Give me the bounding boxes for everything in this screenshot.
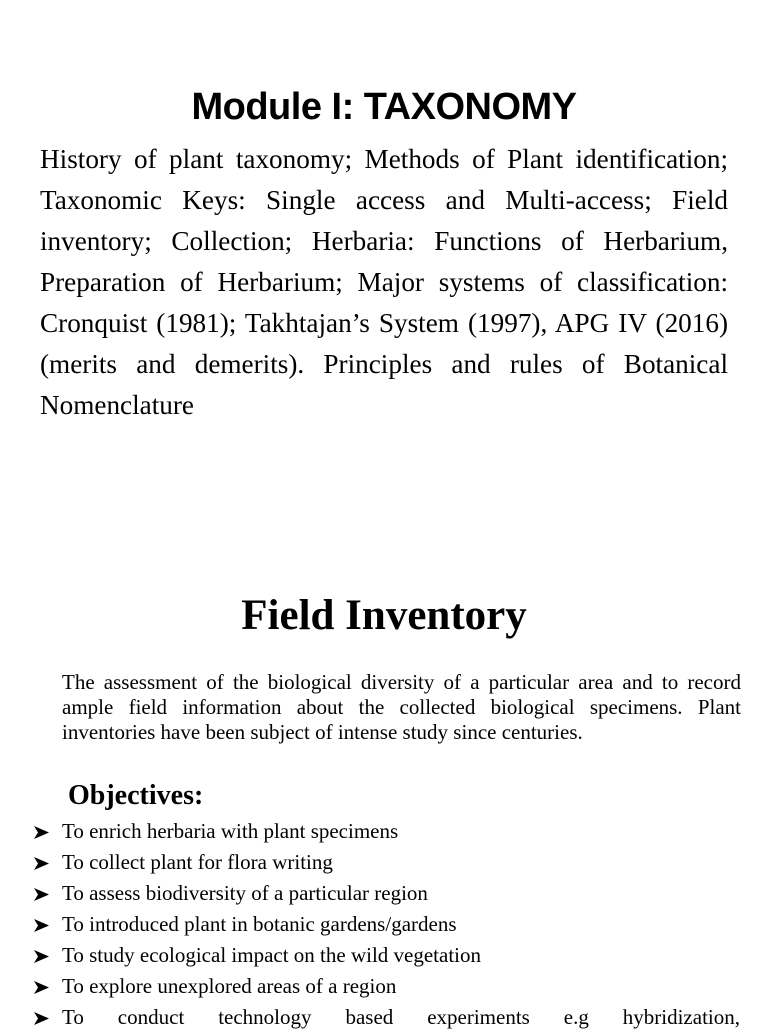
objective-text: To study ecological impact on the wild vegetation — [62, 943, 482, 967]
slide-field-inventory — [0, 512, 768, 1029]
objective-text: To explore unexplored areas of a region — [62, 974, 397, 998]
objectives-list — [0, 816, 768, 1033]
objective-text: To introduced plant in botanic gardens/gardens — [62, 912, 457, 936]
arrow-bullet-icon — [34, 857, 49, 870]
arrow-bullet-icon — [34, 826, 49, 839]
list-item — [0, 847, 768, 878]
list-item — [0, 816, 768, 847]
objectives-heading: Objectives: — [68, 780, 204, 811]
list-item — [0, 1002, 768, 1033]
field-inventory-description: The assessment of the biological diversity of a particular area and to record ample field information about the collected biological specimens. Plant inventories have been subject of intense study since centuries. — [62, 670, 741, 744]
list-item — [0, 878, 768, 909]
arrow-bullet-icon — [34, 1012, 49, 1025]
slide-module-taxonomy — [0, 0, 768, 512]
module-syllabus-text: History of plant taxonomy; Methods of Plant identification; Taxonomic Keys: Single access and Multi-access; Field inventory; Collection; Herbaria: Functions of Herbarium, Preparation of Herbarium; Major systems of classification: Cronquist (1981); Takhtajan’s System (1997), APG IV (2016) (merits and demerits). Principles and rules of Botanical Nomenclature — [40, 144, 728, 420]
field-inventory-title: Field Inventory — [241, 592, 527, 639]
list-item — [0, 971, 768, 1002]
list-item — [0, 909, 768, 940]
objective-text: To enrich herbaria with plant specimens — [62, 819, 399, 843]
list-item — [0, 940, 768, 971]
arrow-bullet-icon — [34, 888, 49, 901]
objective-text: To assess biodiversity of a particular region — [62, 881, 428, 905]
module-title: Module I: TAXONOMY — [191, 86, 577, 128]
objective-text: To conduct technology based experiments e.g hybridization, — [62, 1005, 740, 1029]
arrow-bullet-icon — [34, 981, 49, 994]
arrow-bullet-icon — [34, 919, 49, 932]
arrow-bullet-icon — [34, 950, 49, 963]
objective-text: To collect plant for flora writing — [62, 850, 333, 874]
